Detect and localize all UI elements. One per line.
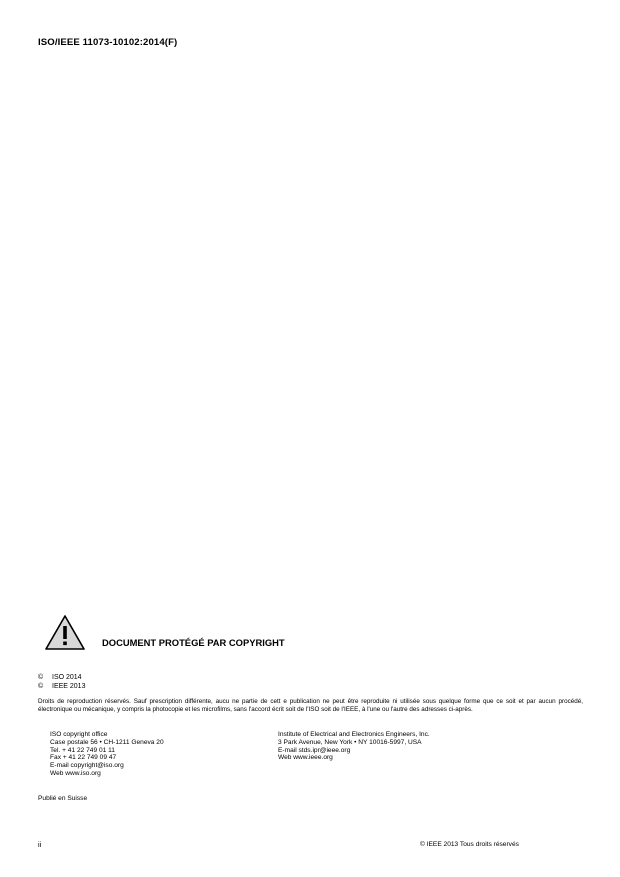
footer-rights: © IEEE 2013 Tous droits réservés: [420, 841, 519, 848]
copyright-symbol: ©: [38, 674, 44, 681]
address-line: Web www.iso.org: [50, 769, 101, 777]
copyright-holder: IEEE 2013: [52, 682, 86, 690]
iso-address-block: [50, 731, 164, 778]
address-line: E-mail copyright@iso.org: [50, 762, 124, 770]
copyright-symbol: ©: [38, 682, 44, 690]
address-line: Institute of Electrical and Electronics Engineers, Inc.: [278, 731, 430, 738]
ieee-address-block: [278, 731, 430, 762]
address-line: Web www.ieee.org: [278, 754, 333, 762]
published-in: Publié en Suisse: [38, 795, 88, 802]
copyright-line-ieee: [38, 683, 85, 692]
page-number: ii: [38, 840, 42, 849]
address-line: Case postale 56 • CH-1211 Geneva 20: [50, 738, 164, 746]
warning-triangle-icon: [44, 614, 86, 651]
copyright-line-iso: [38, 674, 85, 683]
rights-statement: Droits de reproduction réservés. Sauf prescription différente, aucu ne partie de cett e publication ne peut être reproduite ni utilisée sous quelque forme que ce soit et par aucun procédé, électronique ou mécanique, y compris la photocopie et les microfilms, sans l'accord écrit soit de l'ISO soit de l'IEEE, à l'une ou l'autre des adresses ci-après.: [38, 698, 583, 714]
document-code: ISO/IEEE 11073-10102:2014(F): [38, 37, 178, 48]
copyright-holder: ISO 2014: [52, 674, 82, 681]
address-line: ISO copyright office: [50, 731, 108, 738]
address-line: E-mail stds.ipr@ieee.org: [278, 746, 351, 754]
copyright-notices: [38, 674, 85, 692]
address-line: 3 Park Avenue, New York • NY 10016-5997, USA: [278, 738, 422, 746]
address-line: Tel. + 41 22 749 01 11: [50, 746, 115, 754]
address-line: Fax + 41 22 749 09 47: [50, 754, 117, 762]
copyright-warning-title: DOCUMENT PROTÉGÉ PAR COPYRIGHT: [102, 637, 285, 648]
